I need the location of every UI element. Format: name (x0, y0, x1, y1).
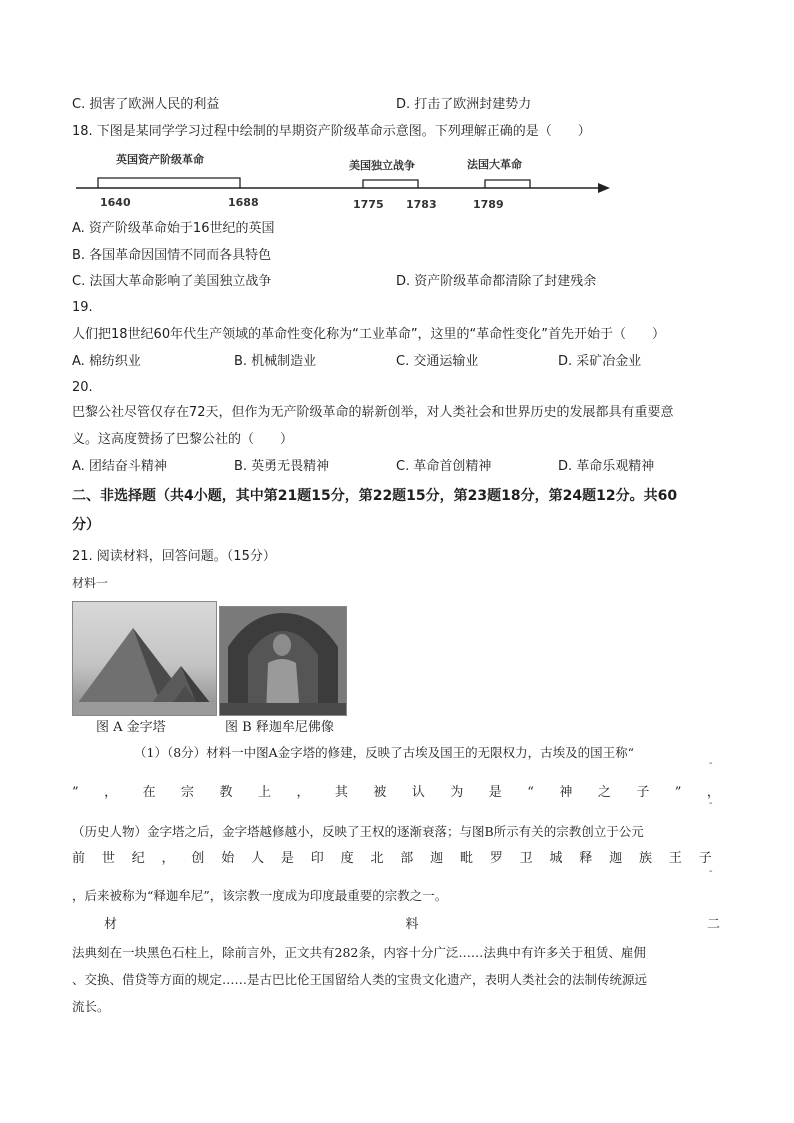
q20-option-b: B. 英勇无畏精神 (234, 459, 330, 474)
spaced-char: 度 (340, 851, 354, 866)
q19-option-b: B. 机械制造业 (234, 354, 317, 369)
blank-marker: - (709, 866, 713, 877)
material2-line1: 法典刻在一块黑色石柱上，除前言外，正文共有282条，内容十分广泛……法典中有许多关于租赁、雇佣 (72, 945, 646, 960)
american-war-bracket (363, 180, 418, 188)
q19-option-a: A. 棉纺织业 (72, 354, 141, 369)
spaced-char: 为 (450, 785, 464, 800)
french-revolution-label: 法国大革命 (467, 158, 522, 171)
spaced-char: 上 (257, 785, 271, 800)
timeline-arrow-icon (598, 183, 610, 193)
pyramid-illustration (73, 602, 216, 715)
buddha-statue-illustration (220, 607, 346, 715)
spaced-char: ” (674, 785, 682, 800)
spaced-char: 是 (280, 851, 294, 866)
spaced-char: 在 (142, 785, 156, 800)
spaced-char: ， (706, 785, 720, 800)
english-revolution-label: 英国资产阶级革命 (116, 153, 204, 166)
section2-heading-line2: 分） (72, 517, 100, 533)
spaced-char: 北 (370, 851, 384, 866)
image-a-caption: 图 A 金字塔 (96, 720, 166, 735)
spaced-char: 人 (251, 851, 265, 866)
section2-heading-line1: 二、非选择题（共4小题，其中第21题15分，第22题15分，第23题18分，第24题12分。共60 (72, 488, 678, 504)
year-1783: 1783 (406, 198, 437, 211)
q19-option-d: D. 采矿冶金业 (558, 354, 642, 369)
spaced-char: 族 (639, 851, 653, 866)
spaced-char: ， (161, 851, 175, 866)
spaced-char: 认 (411, 785, 425, 800)
blank-marker: - (709, 758, 713, 769)
buddha-statue-photo (219, 606, 347, 716)
spaced-char: ” (72, 785, 79, 800)
q18-option-d: D. 资产阶级革命都清除了封建残余 (396, 274, 597, 289)
pyramid-photo (72, 601, 217, 716)
q19-stem: 人们把18世纪60年代生产领域的革命性变化称为“工业革命”，这里的“革命性变化”首先开始于（ ） (72, 327, 666, 342)
year-1640: 1640 (100, 196, 131, 209)
spaced-char: 是 (488, 785, 502, 800)
spaced-char: 创 (191, 851, 205, 866)
spaced-char: 毗 (459, 851, 473, 866)
q20-option-a: A. 团结奋斗精神 (72, 459, 167, 474)
spaced-char: 部 (400, 851, 414, 866)
q21-part1-line2 (72, 785, 720, 801)
q19-option-c: C. 交通运输业 (396, 354, 479, 369)
spaced-char: 子 (636, 785, 650, 800)
spaced-char: 之 (597, 785, 611, 800)
spaced-char: 王 (668, 851, 682, 866)
english-revolution-bracket (98, 178, 240, 188)
spaced-char: 二 (706, 917, 720, 932)
material2-line2: 、交换、借贷等方面的规定……是古巴比伦王国留给人类的宝贵文化遗产，表明人类社会的法制传统源远 (72, 972, 648, 987)
q20-stem-line1: 巴黎公社尽管仅存在72天，但作为无产阶级革命的崭新创举，对人类社会和世界历史的发展都具有重要意 (72, 405, 674, 420)
q20-number: 20. (72, 380, 93, 395)
spaced-char: “ (527, 785, 534, 800)
spaced-char: 纪 (131, 851, 145, 866)
material1-label: 材料一 (72, 576, 109, 590)
q19-number: 19. (72, 300, 93, 315)
spaced-char: 被 (373, 785, 387, 800)
spaced-char: 宗 (181, 785, 195, 800)
spaced-char: 城 (549, 851, 563, 866)
q20-option-c: C. 革命首创精神 (396, 459, 492, 474)
french-revolution-bracket (485, 180, 530, 188)
spaced-char: 教 (219, 785, 233, 800)
spaced-char: 卫 (519, 851, 533, 866)
q20-option-d: D. 革命乐观精神 (558, 459, 655, 474)
spaced-char: ， (296, 785, 310, 800)
spaced-char: 神 (559, 785, 573, 800)
spaced-char: 始 (221, 851, 235, 866)
spaced-char: 子 (698, 851, 712, 866)
material2-label (104, 917, 720, 933)
spaced-char: 前 (72, 851, 86, 866)
spaced-char: 迦 (430, 851, 444, 866)
revolution-timeline-diagram (72, 150, 617, 212)
spaced-char: 印 (310, 851, 324, 866)
year-1688: 1688 (228, 196, 259, 209)
q18-option-c: C. 法国大革命影响了美国独立战争 (72, 274, 272, 289)
spaced-char: 料 (405, 917, 419, 932)
q21-part1-line4 (72, 851, 712, 867)
spaced-char: 迦 (609, 851, 623, 866)
spaced-char: 材 (104, 917, 118, 932)
q17-option-c: C. 损害了欧洲人民的利益 (72, 97, 220, 112)
q17-option-d: D. 打击了欧洲封建势力 (396, 97, 532, 112)
q21-part1-line5: ，后来被称为“释迦牟尼”，该宗教一度成为印度最重要的宗教之一。 (72, 888, 448, 903)
year-1775: 1775 (353, 198, 384, 211)
spaced-char: 释 (579, 851, 593, 866)
q20-stem-line2: 义。这高度赞扬了巴黎公社的（ ） (72, 432, 294, 447)
q18-option-a: A. 资产阶级革命始于16世纪的英国 (72, 221, 275, 236)
q21-part1-line3: （历史人物）金字塔之后，金字塔越修越小，反映了王权的逐渐衰落；与图B所示有关的宗教创立于公元 (72, 824, 644, 839)
image-b-caption: 图 B 释迦牟尼佛像 (225, 720, 334, 735)
q21-part1-line1: （1）（8分）材料一中图A金字塔的修建，反映了古埃及国王的无限权力，古埃及的国王称“ (134, 745, 635, 760)
spaced-char: 其 (334, 785, 348, 800)
q18-stem: 18. 下图是某同学学习过程中绘制的早期资产阶级革命示意图。下列理解正确的是（ ） (72, 124, 591, 139)
spaced-char: 罗 (489, 851, 503, 866)
spaced-char: 世 (101, 851, 115, 866)
q21-stem: 21. 阅读材料，回答问题。（15分） (72, 549, 276, 564)
year-1789: 1789 (473, 198, 504, 211)
blank-marker: - (709, 798, 713, 809)
spaced-char: ， (104, 785, 118, 800)
q18-option-b: B. 各国革命因国情不同而各具特色 (72, 248, 272, 263)
material2-line3: 流长。 (72, 999, 110, 1014)
american-war-label: 美国独立战争 (349, 159, 415, 172)
